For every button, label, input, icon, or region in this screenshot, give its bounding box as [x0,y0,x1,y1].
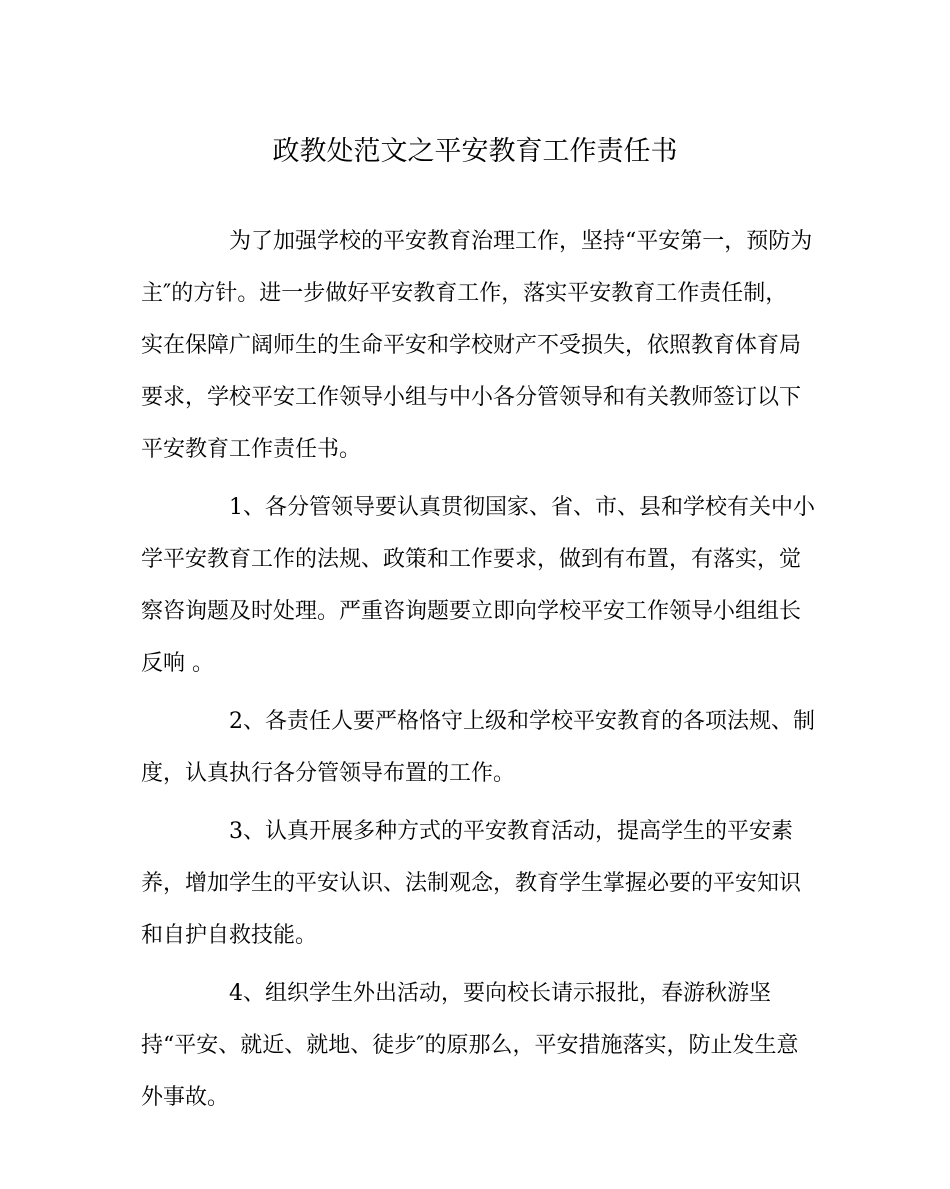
paragraph-line: 反响 。 [141,651,214,676]
paragraph-item-4 [141,968,809,1124]
paragraph-line: 为了加强学校的平安教育治理工作，坚持“平安第一，预防为 [229,229,813,254]
paragraph-line: 平安教育工作责任书。 [141,437,362,462]
paragraph-line: 1、各分管领导要认真贯彻国家、省、市、县和学校有关中小 [229,495,815,520]
paragraph-line: 3、认真开展多种方式的平安教育活动，提高学生的平安素 [229,819,793,844]
document-body [141,216,815,1130]
paragraph-line: 察咨询题及时处理。严重咨询题要立即向学校平安工作领导小组组长 [141,599,802,624]
paragraph-line: 持“平安、就近、就地、徒步″的原那么，平安措施落实，防止发生意 [141,1033,799,1058]
paragraph-line: 2、各责任人要严格恪守上级和学校平安教育的各项法规、制 [229,709,815,734]
paragraph-line: 和自护自救技能。 [141,923,318,948]
paragraph-item-1 [141,482,815,690]
paragraph-item-2 [141,696,815,800]
paragraph-line: 实在保障广阔师生的生命平安和学校财产不受损失，依照教育体育局 [141,333,802,358]
paragraph-line: 主″的方针。进一步做好平安教育工作，落实平安教育工作责任制， [141,281,788,306]
paragraph-line: 度，认真执行各分管领导布置的工作。 [141,761,516,786]
paragraph-intro [141,216,813,476]
paragraph-item-3 [141,806,809,962]
paragraph-line: 4、组织学生外出活动，要向校长请示报批，春游秋游坚 [229,981,771,1006]
paragraph-line: 养，增加学生的平安认识、法制观念，教育学生掌握必要的平安知识 [141,871,802,896]
paragraph-line: 要求，学校平安工作领导小组与中小各分管领导和有关教师签订以下 [141,385,802,410]
document-title: 政教处范文之平安教育工作责任书 [272,136,678,167]
paragraph-line: 学平安教育工作的法规、政策和工作要求，做到有布置，有落实，觉 [141,547,802,572]
paragraph-line: 外事故。 [141,1085,230,1110]
